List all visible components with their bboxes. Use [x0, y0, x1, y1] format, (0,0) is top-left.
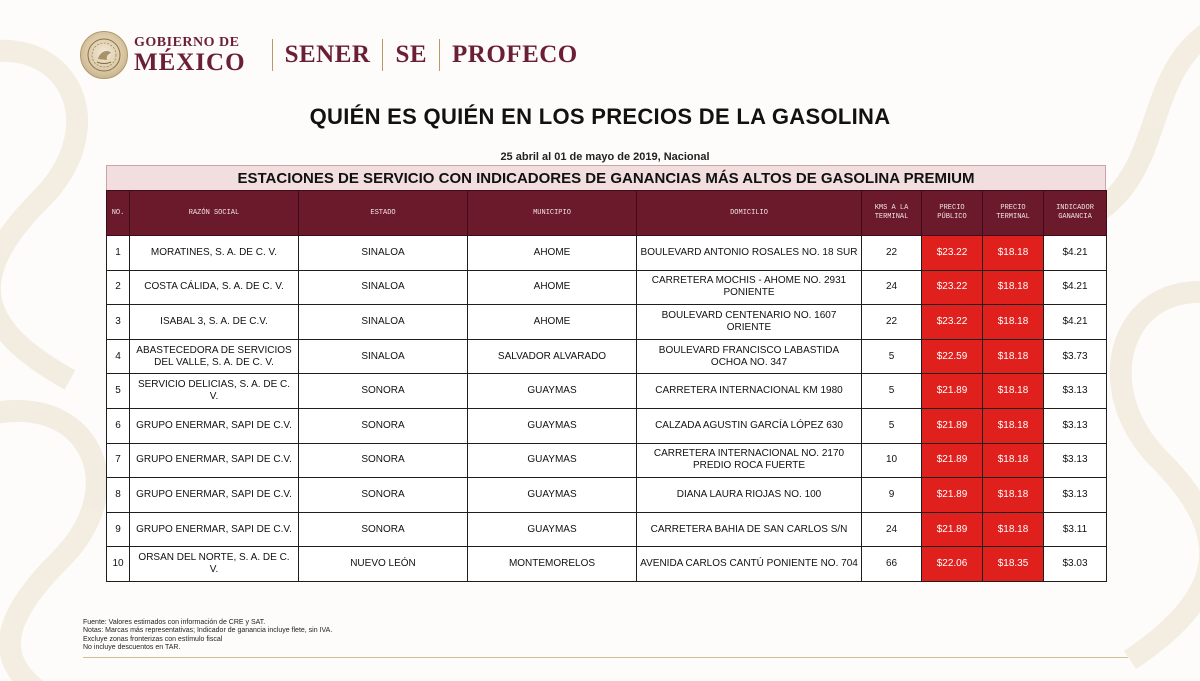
org-se: SE: [395, 41, 428, 68]
row-number: 8: [107, 478, 130, 513]
kms-cell: 9: [862, 478, 922, 513]
row-number: 9: [107, 512, 130, 547]
kms-cell: 10: [862, 443, 922, 478]
indicador-cell: $3.73: [1044, 339, 1107, 374]
razon-social-cell: ISABAL 3, S. A. DE C.V.: [130, 305, 299, 340]
domicilio-cell: CARRETERA MOCHIS - AHOME NO. 2931 PONIENTE: [637, 270, 862, 305]
table-row: [107, 478, 1107, 513]
kms-cell: 5: [862, 374, 922, 409]
mexico-label: MÉXICO: [134, 48, 246, 76]
column-header: PRECIO PÚBLICO: [922, 191, 983, 236]
gobierno-label: GOBIERNO DE: [134, 34, 240, 50]
domicilio-cell: BOULEVARD CENTENARIO NO. 1607 ORIENTE: [637, 305, 862, 340]
precio-terminal-cell: $18.18: [983, 443, 1044, 478]
municipio-cell: GUAYMAS: [468, 443, 637, 478]
razon-social-cell: COSTA CÁLIDA, S. A. DE C. V.: [130, 270, 299, 305]
kms-cell: 24: [862, 512, 922, 547]
razon-social-cell: ABASTECEDORA DE SERVICIOS DEL VALLE, S. A. DE C. V.: [130, 339, 299, 374]
precio-publico-cell: $22.06: [922, 547, 983, 582]
table-row: [107, 270, 1107, 305]
footnote-line: No incluye descuentos en TAR.: [83, 643, 181, 651]
municipio-cell: MONTEMORELOS: [468, 547, 637, 582]
precio-terminal-cell: $18.18: [983, 236, 1044, 271]
indicador-cell: $3.13: [1044, 443, 1107, 478]
domicilio-cell: AVENIDA CARLOS CANTÚ PONIENTE NO. 704: [637, 547, 862, 582]
footnote-line: Fuente: Valores estimados con información de CRE y SAT.: [83, 619, 266, 626]
indicador-cell: $3.13: [1044, 374, 1107, 409]
estado-cell: SINALOA: [299, 236, 468, 271]
row-number: 2: [107, 270, 130, 305]
kms-cell: 66: [862, 547, 922, 582]
municipio-cell: GUAYMAS: [468, 478, 637, 513]
row-number: 10: [107, 547, 130, 582]
row-number: 6: [107, 408, 130, 443]
gobierno-mexico-wordmark: [134, 36, 246, 75]
domicilio-cell: BOULEVARD FRANCISCO LABASTIDA OCHOA NO. 347: [637, 339, 862, 374]
indicador-cell: $4.21: [1044, 270, 1107, 305]
municipio-cell: AHOME: [468, 270, 637, 305]
precio-terminal-cell: $18.35: [983, 547, 1044, 582]
divider: [439, 39, 440, 71]
precio-publico-cell: $21.89: [922, 408, 983, 443]
org-profeco: PROFECO: [452, 41, 578, 68]
footnote-line: Excluye zonas fronterizas con estímulo fiscal: [83, 635, 223, 643]
column-header: PRECIO TERMINAL: [983, 191, 1044, 236]
kms-cell: 22: [862, 236, 922, 271]
table-header-row: [107, 191, 1107, 236]
domicilio-cell: CARRETERA INTERNACIONAL KM 1980: [637, 374, 862, 409]
estado-cell: SINALOA: [299, 270, 468, 305]
estado-cell: SINALOA: [299, 339, 468, 374]
table-row: [107, 305, 1107, 340]
precio-terminal-cell: $18.18: [983, 374, 1044, 409]
divider: [382, 39, 383, 71]
precio-terminal-cell: $18.18: [983, 512, 1044, 547]
razon-social-cell: MORATINES, S. A. DE C. V.: [130, 236, 299, 271]
municipio-cell: GUAYMAS: [468, 512, 637, 547]
page-title: QUIÉN ES QUIÉN EN LOS PRECIOS DE LA GASOLINA: [309, 104, 891, 129]
divider: [272, 39, 273, 71]
domicilio-cell: BOULEVARD ANTONIO ROSALES NO. 18 SUR: [637, 236, 862, 271]
footnote-line: Notas: Marcas más representativas; Indicador de ganancia incluye flete, sin IVA.: [83, 627, 333, 635]
indicador-cell: $3.11: [1044, 512, 1107, 547]
ranking-table: [106, 190, 1107, 582]
razon-social-cell: GRUPO ENERMAR, SAPI DE C.V.: [130, 512, 299, 547]
domicilio-cell: DIANA LAURA RIOJAS NO. 100: [637, 478, 862, 513]
kms-cell: 24: [862, 270, 922, 305]
column-header: KMS A LA TERMINAL: [862, 191, 922, 236]
column-header: INDICADOR GANANCIA: [1044, 191, 1107, 236]
domicilio-cell: CARRETERA INTERNACIONAL NO. 2170 PREDIO ROCA FUERTE: [637, 443, 862, 478]
precio-terminal-cell: $18.18: [983, 408, 1044, 443]
ranking-table-container: [106, 165, 1106, 582]
column-header: RAZÓN SOCIAL: [130, 191, 299, 236]
razon-social-cell: ORSAN DEL NORTE, S. A. DE C. V.: [130, 547, 299, 582]
estado-cell: SONORA: [299, 408, 468, 443]
precio-terminal-cell: $18.18: [983, 270, 1044, 305]
row-number: 3: [107, 305, 130, 340]
estado-cell: NUEVO LEÓN: [299, 547, 468, 582]
table-band-title: ESTACIONES DE SERVICIO CON INDICADORES DE GANANCIAS MÁS ALTOS DE GASOLINA PREMIUM: [106, 165, 1106, 190]
precio-publico-cell: $21.89: [922, 374, 983, 409]
row-number: 4: [107, 339, 130, 374]
table-body: [107, 236, 1107, 582]
table-row: [107, 339, 1107, 374]
razon-social-cell: SERVICIO DELICIAS, S. A. DE C. V.: [130, 374, 299, 409]
table-row: [107, 374, 1107, 409]
estado-cell: SONORA: [299, 478, 468, 513]
table-row: [107, 236, 1107, 271]
razon-social-cell: GRUPO ENERMAR, SAPI DE C.V.: [130, 478, 299, 513]
column-header: NO.: [107, 191, 130, 236]
header-logos: [80, 28, 578, 82]
kms-cell: 5: [862, 408, 922, 443]
estado-cell: SONORA: [299, 443, 468, 478]
date-subtitle: 25 abril al 01 de mayo de 2019, Nacional: [500, 151, 710, 163]
domicilio-cell: CALZADA AGUSTIN GARCÍA LÓPEZ 630: [637, 408, 862, 443]
razon-social-cell: GRUPO ENERMAR, SAPI DE C.V.: [130, 443, 299, 478]
column-header: MUNICIPIO: [468, 191, 637, 236]
column-header: DOMICILIO: [637, 191, 862, 236]
municipio-cell: SALVADOR ALVARADO: [468, 339, 637, 374]
row-number: 1: [107, 236, 130, 271]
kms-cell: 22: [862, 305, 922, 340]
precio-publico-cell: $23.22: [922, 270, 983, 305]
column-header: ESTADO: [299, 191, 468, 236]
indicador-cell: $4.21: [1044, 236, 1107, 271]
precio-publico-cell: $21.89: [922, 443, 983, 478]
precio-publico-cell: $21.89: [922, 478, 983, 513]
estado-cell: SONORA: [299, 512, 468, 547]
precio-publico-cell: $22.59: [922, 339, 983, 374]
precio-terminal-cell: $18.18: [983, 478, 1044, 513]
footnotes: [83, 619, 332, 652]
table-row: [107, 443, 1107, 478]
estado-cell: SONORA: [299, 374, 468, 409]
row-number: 7: [107, 443, 130, 478]
table-row: [107, 547, 1107, 582]
org-sener: SENER: [284, 41, 371, 68]
municipio-cell: GUAYMAS: [468, 374, 637, 409]
indicador-cell: $3.13: [1044, 478, 1107, 513]
municipio-cell: GUAYMAS: [468, 408, 637, 443]
precio-publico-cell: $21.89: [922, 512, 983, 547]
precio-terminal-cell: $18.18: [983, 339, 1044, 374]
estado-cell: SINALOA: [299, 305, 468, 340]
municipio-cell: AHOME: [468, 305, 637, 340]
table-row: [107, 512, 1107, 547]
domicilio-cell: CARRETERA BAHIA DE SAN CARLOS S/N: [637, 512, 862, 547]
precio-terminal-cell: $18.18: [983, 305, 1044, 340]
municipio-cell: AHOME: [468, 236, 637, 271]
table-row: [107, 408, 1107, 443]
indicador-cell: $3.03: [1044, 547, 1107, 582]
razon-social-cell: GRUPO ENERMAR, SAPI DE C.V.: [130, 408, 299, 443]
kms-cell: 5: [862, 339, 922, 374]
row-number: 5: [107, 374, 130, 409]
precio-publico-cell: $23.22: [922, 236, 983, 271]
indicador-cell: $4.21: [1044, 305, 1107, 340]
mexico-seal-icon: [80, 31, 128, 79]
precio-publico-cell: $23.22: [922, 305, 983, 340]
indicador-cell: $3.13: [1044, 408, 1107, 443]
footer-divider: [83, 657, 1128, 658]
